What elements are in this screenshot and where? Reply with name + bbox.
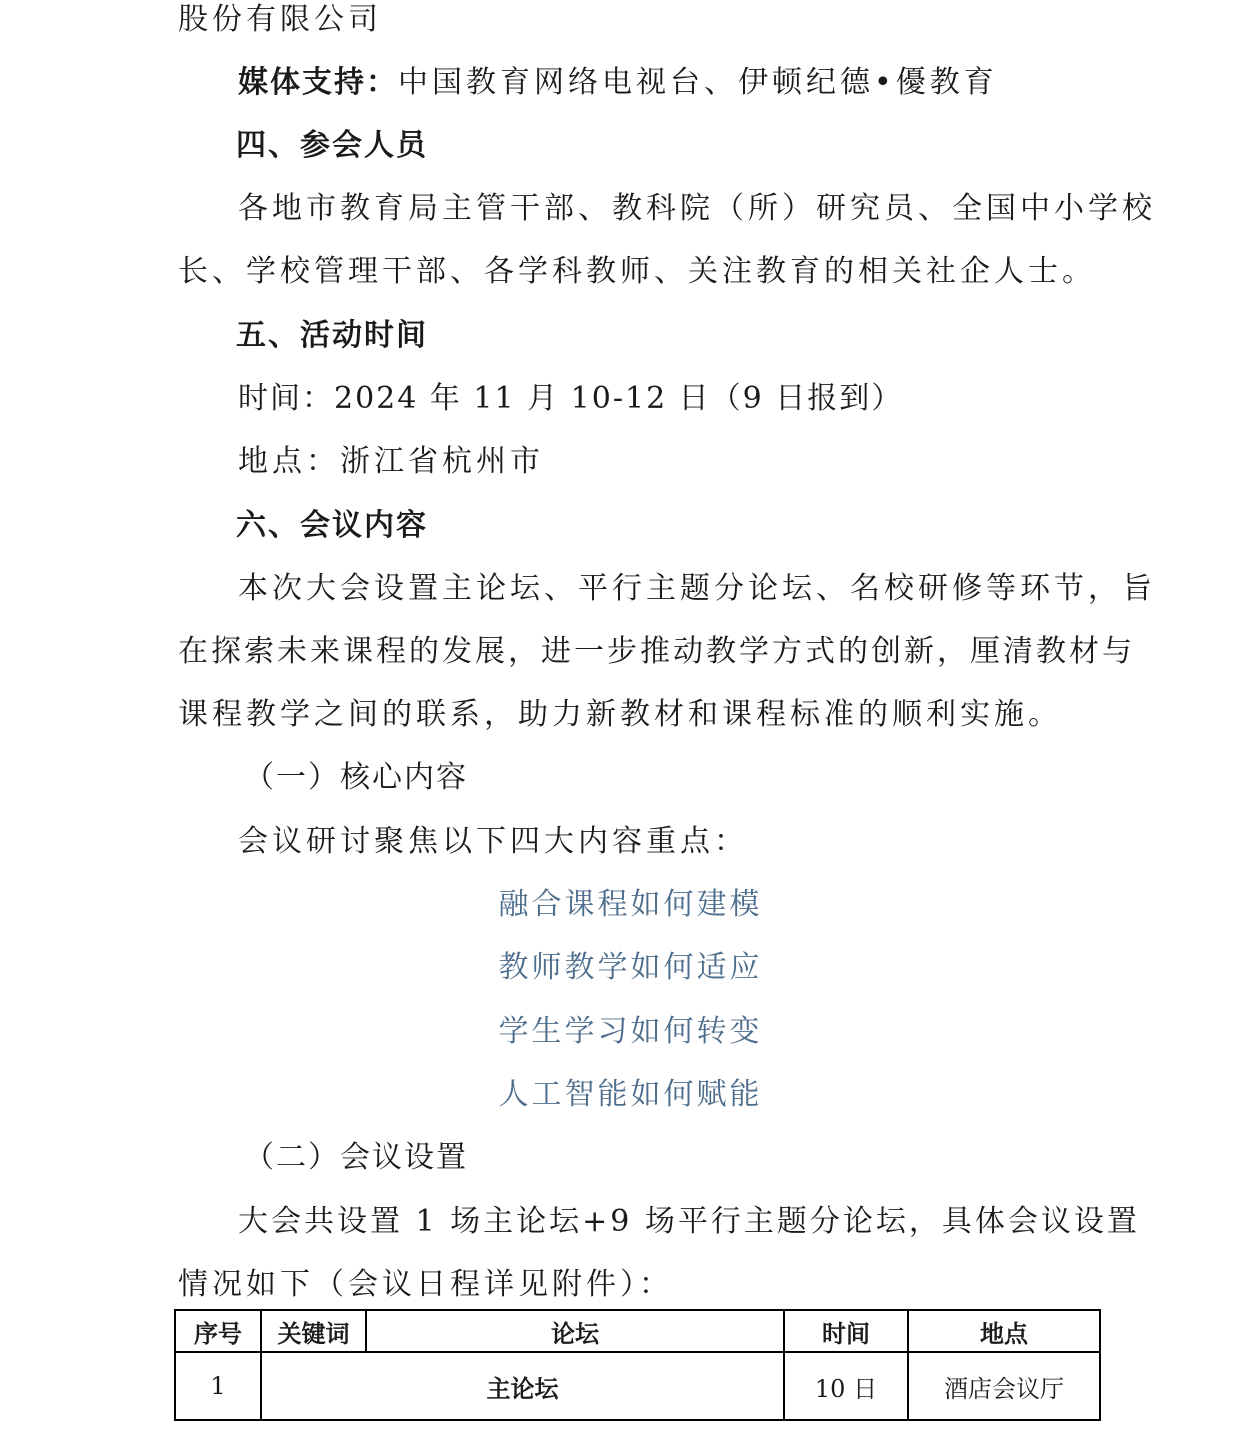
header-no: 序号 — [175, 1310, 261, 1352]
subsection-2-heading: （二）会议设置 — [244, 1140, 468, 1175]
section-5-heading: 五、活动时间 — [236, 318, 428, 353]
section-4-paragraph-line-2: 长、学校管理干部、各学科教师、关注教育的相关社企人士。 — [178, 254, 1096, 289]
focus-item-1: 融合课程如何建模 — [498, 887, 763, 922]
header-time: 时间 — [784, 1310, 908, 1352]
section-6-paragraph-line-1: 本次大会设置主论坛、平行主题分论坛、名校研修等环节，旨 — [238, 571, 1156, 606]
section-6-paragraph-line-3: 课程教学之间的联系，助力新教材和课程标准的顺利实施。 — [178, 697, 1062, 732]
focus-item-3: 学生学习如何转变 — [498, 1014, 763, 1049]
header-keyword: 关键词 — [261, 1310, 366, 1352]
row-no: 1 — [175, 1352, 261, 1420]
row-place: 酒店会议厅 — [908, 1352, 1100, 1420]
media-support-value: 中国教育网络电视台、伊顿纪德•優教育 — [398, 65, 998, 100]
event-place: 地点：浙江省杭州市 — [238, 444, 544, 479]
subsection-2-paragraph-line-2: 情况如下（会议日程详见附件）： — [178, 1267, 673, 1302]
section-4-heading: 四、参会人员 — [236, 128, 428, 163]
organizer-name-tail: 股份有限公司 — [178, 2, 382, 37]
event-time: 时间：2024 年 11 月 10-12 日（9 日报到） — [238, 381, 904, 416]
row-time: 10 日 — [784, 1352, 908, 1420]
subsection-2-paragraph-line-1: 大会共设置 1 场主论坛+9 场平行主题分论坛，具体会议设置 — [238, 1204, 1140, 1239]
header-forum: 论坛 — [366, 1310, 784, 1352]
section-6-paragraph-line-2: 在探索未来课程的发展，进一步推动教学方式的创新，厘清教材与 — [178, 634, 1135, 669]
subsection-1-heading: （一）核心内容 — [244, 760, 468, 795]
media-support-label: 媒体支持： — [238, 65, 398, 100]
row-forum: 主论坛 — [261, 1352, 784, 1420]
table-row — [175, 1352, 1100, 1420]
focus-item-4: 人工智能如何赋能 — [498, 1077, 763, 1112]
header-place: 地点 — [908, 1310, 1100, 1352]
focus-item-2: 教师教学如何适应 — [498, 950, 763, 985]
forum-schedule-table — [174, 1309, 1101, 1421]
table-header-row — [175, 1310, 1100, 1352]
section-6-heading: 六、会议内容 — [236, 508, 428, 543]
media-support-line — [238, 63, 998, 103]
subsection-1-intro: 会议研讨聚焦以下四大内容重点： — [238, 824, 748, 859]
section-4-paragraph-line-1: 各地市教育局主管干部、教科院（所）研究员、全国中小学校 — [238, 191, 1156, 226]
